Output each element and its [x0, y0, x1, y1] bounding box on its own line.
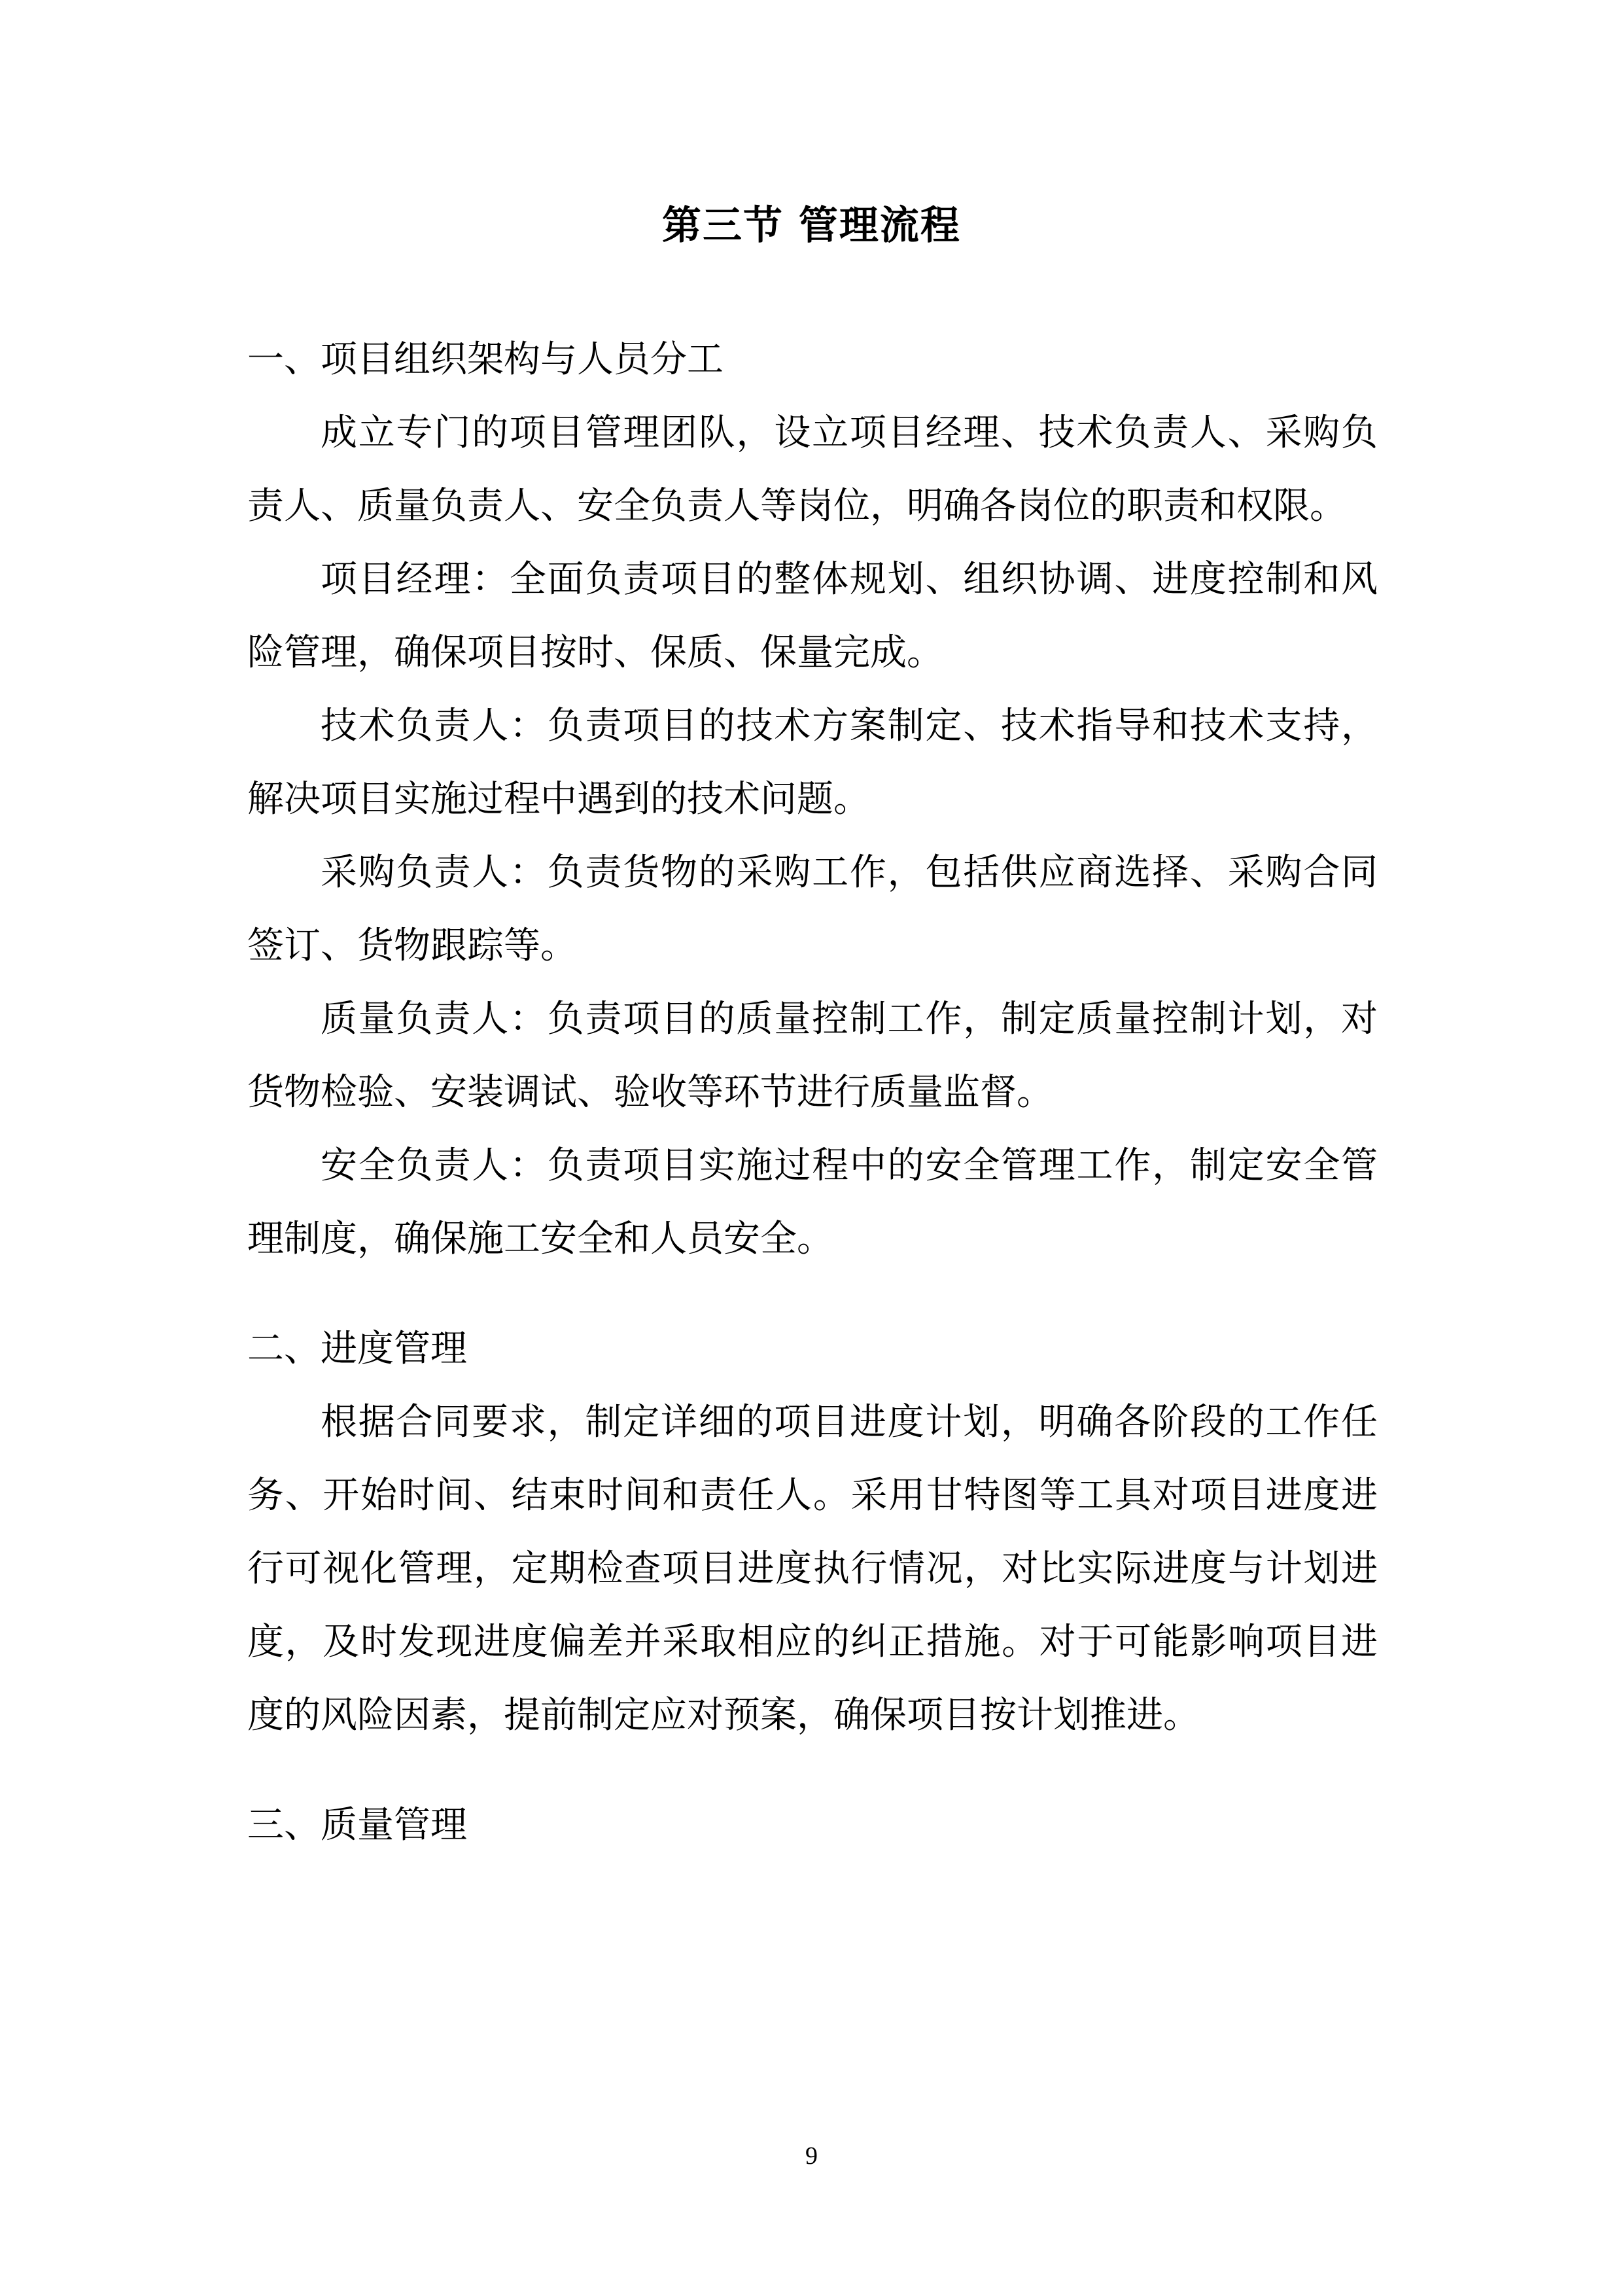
section-spacer	[247, 1276, 1378, 1313]
section-quality	[247, 1789, 1378, 1862]
paragraph: 成立专门的项目管理团队，设立项目经理、技术负责人、采购负责人、质量负责人、安全负责人等岗位，明确各岗位的职责和权限。	[247, 412, 1378, 527]
paragraph: 质量负责人：负责项目的质量控制工作，制定质量控制计划，对货物检验、安装调试、验收等环节进行质量监督。	[247, 998, 1378, 1114]
document-body	[247, 323, 1378, 1862]
paragraph: 项目经理：全面负责项目的整体规划、组织协调、进度控制和风险管理，确保项目按时、保质、保量完成。	[247, 558, 1378, 674]
section-heading: 三、质量管理	[247, 1804, 467, 1846]
section-title: 第三节 管理流程	[662, 203, 961, 249]
paragraph: 根据合同要求，制定详细的项目进度计划，明确各阶段的工作任务、开始时间、结束时间和责任人。采用甘特图等工具对项目进度进行可视化管理，定期检查项目进度执行情况，对比实际进度与计划进度，及时发现进度偏差并采取相应的纠正措施。对于可能影响项目进度的风险因素，提前制定应对预案，确保项目按计划推进。	[247, 1401, 1378, 1737]
paragraph: 采购负责人：负责货物的采购工作，包括供应商选择、采购合同签订、货物跟踪等。	[247, 851, 1378, 967]
page-number: 9	[805, 2142, 818, 2170]
section-organization	[247, 323, 1378, 1276]
section-heading: 一、项目组织架构与人员分工	[247, 338, 724, 381]
section-heading: 二、进度管理	[247, 1328, 467, 1370]
paragraph: 技术负责人：负责项目的技术方案制定、技术指导和技术支持，解决项目实施过程中遇到的技术问题。	[247, 705, 1378, 821]
section-spacer	[247, 1752, 1378, 1789]
paragraph: 安全负责人：负责项目实施过程中的安全管理工作，制定安全管理制度，确保施工安全和人员安全。	[247, 1144, 1378, 1260]
section-schedule	[247, 1313, 1378, 1752]
